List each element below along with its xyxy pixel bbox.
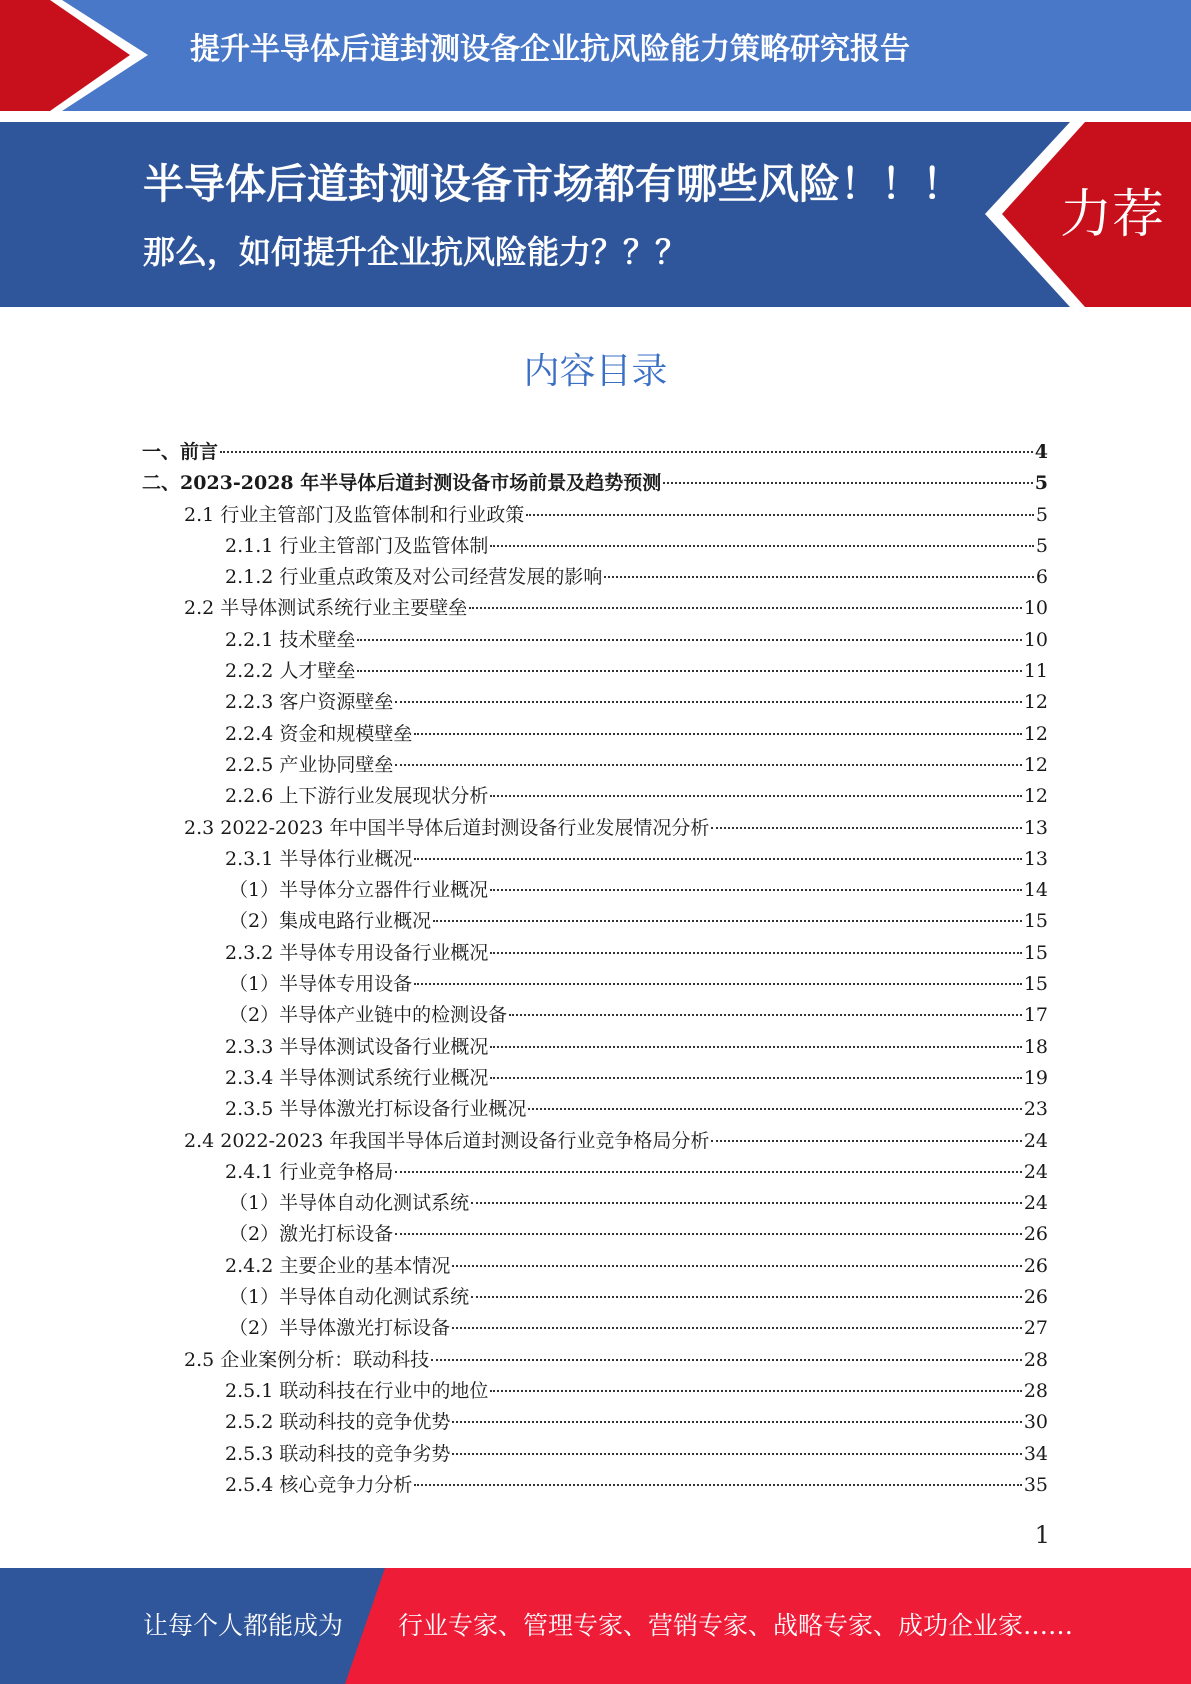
toc-entry-title: （2）半导体产业链中的检测设备 bbox=[229, 1004, 508, 1027]
toc-entry-page: 13 bbox=[1023, 816, 1048, 839]
toc-heading: 内容目录 bbox=[523, 351, 668, 392]
toc-dot-leader bbox=[357, 670, 1021, 672]
toc-entry[interactable] bbox=[142, 813, 1048, 844]
hero-banner bbox=[0, 122, 1191, 307]
toc-dot-leader bbox=[509, 1014, 1022, 1016]
page-number: 1 bbox=[1034, 1521, 1050, 1549]
toc-entry-title: 2.2.6 上下游行业发展现状分析 bbox=[225, 785, 489, 808]
toc-entry-title: 2.3.5 半导体激光打标设备行业概况 bbox=[225, 1098, 527, 1121]
toc-list bbox=[142, 437, 1048, 1501]
top-banner bbox=[0, 0, 1191, 111]
toc-dot-leader bbox=[490, 1046, 1021, 1048]
toc-entry-title: 2.5.3 联动科技的竞争劣势 bbox=[225, 1442, 451, 1465]
toc-entry-title: （1）半导体自动化测试系统 bbox=[229, 1192, 470, 1215]
toc-entry-page: 10 bbox=[1023, 597, 1048, 620]
toc-entry-page: 14 bbox=[1023, 879, 1048, 902]
toc-entry-page: 34 bbox=[1023, 1442, 1048, 1465]
hero-subheadline: 那么，如何提升企业抗风险能力？？？ bbox=[143, 233, 688, 271]
toc-entry-title: （2）集成电路行业概况 bbox=[229, 910, 432, 933]
toc-entry-page: 12 bbox=[1023, 722, 1048, 745]
toc-dot-leader bbox=[490, 889, 1022, 891]
toc-entry[interactable] bbox=[142, 1282, 1048, 1313]
toc-dot-leader bbox=[452, 1327, 1022, 1329]
toc-entry-title: 2.2 半导体测试系统行业主要壁垒 bbox=[184, 597, 468, 620]
toc-entry[interactable] bbox=[142, 1032, 1048, 1063]
toc-entry-page: 23 bbox=[1023, 1098, 1048, 1121]
recommend-badge: 力荐 bbox=[1060, 185, 1165, 245]
toc-entry-page: 12 bbox=[1023, 785, 1048, 808]
toc-entry[interactable] bbox=[142, 1251, 1048, 1282]
toc-entry-title: 2.2.1 技术壁垒 bbox=[225, 628, 356, 651]
toc-entry-page: 12 bbox=[1023, 691, 1048, 714]
toc-dot-leader bbox=[414, 858, 1021, 860]
toc-entry-page: 30 bbox=[1023, 1411, 1048, 1434]
toc-entry-title: 2.3.1 半导体行业概况 bbox=[225, 847, 413, 870]
toc-dot-leader bbox=[471, 1202, 1022, 1204]
toc-dot-leader bbox=[395, 1171, 1021, 1173]
toc-entry-page: 27 bbox=[1023, 1317, 1048, 1340]
recommend-chevron bbox=[0, 122, 1191, 307]
toc-entry-page: 4 bbox=[1034, 441, 1048, 463]
toc-entry-title: 2.3 2022-2023 年中国半导体后道封测设备行业发展情况分析 bbox=[184, 816, 710, 839]
toc-entry-page: 13 bbox=[1023, 847, 1048, 870]
toc-dot-leader bbox=[452, 1265, 1021, 1267]
toc-entry-title: （1）半导体专用设备 bbox=[229, 973, 413, 996]
toc-entry[interactable] bbox=[142, 875, 1048, 906]
toc-entry[interactable] bbox=[142, 1157, 1048, 1188]
toc-dot-leader bbox=[469, 607, 1022, 609]
toc-entry[interactable] bbox=[142, 687, 1048, 718]
toc-entry[interactable] bbox=[142, 593, 1048, 624]
toc-entry-page: 26 bbox=[1023, 1223, 1048, 1246]
toc-entry-page: 18 bbox=[1023, 1035, 1048, 1058]
toc-entry[interactable] bbox=[142, 1188, 1048, 1219]
toc-entry-page: 28 bbox=[1023, 1379, 1048, 1402]
toc-dot-leader bbox=[395, 701, 1021, 703]
toc-dot-leader bbox=[452, 1453, 1021, 1455]
toc-entry-page: 10 bbox=[1023, 628, 1048, 651]
toc-dot-leader bbox=[452, 1421, 1021, 1423]
toc-entry-page: 26 bbox=[1023, 1286, 1048, 1309]
toc-entry-title: 2.4.1 行业竞争格局 bbox=[225, 1160, 394, 1183]
toc-dot-leader bbox=[711, 827, 1021, 829]
toc-entry-title: 2.5.2 联动科技的竞争优势 bbox=[225, 1411, 451, 1434]
toc-entry-title: （2）激光打标设备 bbox=[229, 1223, 394, 1246]
toc-entry[interactable] bbox=[142, 719, 1048, 750]
toc-entry-page: 15 bbox=[1023, 941, 1048, 964]
toc-entry-page: 35 bbox=[1023, 1473, 1048, 1496]
toc-dot-leader bbox=[663, 482, 1033, 484]
toc-entry-title: 2.3.2 半导体专用设备行业概况 bbox=[225, 941, 489, 964]
toc-entry-page: 19 bbox=[1023, 1066, 1048, 1089]
toc-entry-title: 2.3.4 半导体测试系统行业概况 bbox=[225, 1066, 489, 1089]
toc-entry[interactable] bbox=[142, 562, 1048, 593]
toc-entry[interactable] bbox=[142, 500, 1048, 531]
toc-dot-leader bbox=[528, 1108, 1021, 1110]
toc-entry-title: 2.4 2022-2023 年我国半导体后道封测设备行业竞争格局分析 bbox=[184, 1129, 710, 1152]
toc-entry-page: 24 bbox=[1023, 1192, 1048, 1215]
toc-entry-page: 24 bbox=[1023, 1129, 1048, 1152]
toc-entry-title: 一、前言 bbox=[142, 441, 219, 463]
toc-entry[interactable] bbox=[142, 969, 1048, 1000]
toc-dot-leader bbox=[395, 764, 1021, 766]
toc-entry[interactable] bbox=[142, 1219, 1048, 1250]
toc-dot-leader bbox=[431, 1359, 1022, 1361]
toc-dot-leader bbox=[490, 1077, 1021, 1079]
toc-entry[interactable] bbox=[142, 531, 1048, 562]
toc-entry-page: 15 bbox=[1023, 910, 1048, 933]
toc-entry[interactable] bbox=[142, 750, 1048, 781]
toc-entry[interactable] bbox=[142, 468, 1048, 499]
toc-dot-leader bbox=[490, 545, 1034, 547]
toc-entry-title: 2.1.2 行业重点政策及对公司经营发展的影响 bbox=[225, 566, 603, 589]
toc-entry-title: 2.2.4 资金和规模壁垒 bbox=[225, 722, 413, 745]
toc-entry[interactable] bbox=[142, 625, 1048, 656]
footer bbox=[0, 1568, 1191, 1684]
toc-entry-title: 2.3.3 半导体测试设备行业概况 bbox=[225, 1035, 489, 1058]
toc-entry-title: （1）半导体分立器件行业概况 bbox=[229, 879, 489, 902]
toc-entry-title: （1）半导体自动化测试系统 bbox=[229, 1286, 470, 1309]
toc-entry-title: 2.4.2 主要企业的基本情况 bbox=[225, 1254, 451, 1277]
toc-entry[interactable] bbox=[142, 1439, 1048, 1470]
footer-slogan: 让每个人都能成为 bbox=[143, 1611, 344, 1640]
toc-dot-leader bbox=[414, 733, 1021, 735]
toc-entry-title: 2.2.2 人才壁垒 bbox=[225, 660, 356, 683]
toc-entry-page: 5 bbox=[1034, 472, 1048, 495]
toc-dot-leader bbox=[357, 639, 1021, 641]
toc-entry-page: 5 bbox=[1035, 534, 1048, 557]
toc-entry-page: 26 bbox=[1023, 1254, 1048, 1277]
toc-entry-page: 17 bbox=[1023, 1004, 1048, 1027]
toc-entry[interactable] bbox=[142, 1094, 1048, 1125]
toc-entry-title: 二、2023-2028 年半导体后道封测设备市场前景及趋势预测 bbox=[142, 472, 662, 495]
toc-entry[interactable] bbox=[142, 1376, 1048, 1407]
hero-headline: 半导体后道封测设备市场都有哪些风险！！！ bbox=[143, 160, 963, 208]
toc-entry-title: 2.1.1 行业主管部门及监管体制 bbox=[225, 534, 489, 557]
toc-dot-leader bbox=[711, 1140, 1021, 1142]
toc-entry-title: 2.1 行业主管部门及监管体制和行业政策 bbox=[184, 503, 525, 526]
toc-entry[interactable] bbox=[142, 1470, 1048, 1501]
toc-entry-page: 24 bbox=[1023, 1160, 1048, 1183]
toc-entry[interactable] bbox=[142, 844, 1048, 875]
toc-entry-title: 2.2.5 产业协同壁垒 bbox=[225, 753, 394, 776]
toc-dot-leader bbox=[471, 1296, 1022, 1298]
toc-entry[interactable] bbox=[142, 1345, 1048, 1376]
toc-dot-leader bbox=[526, 514, 1034, 516]
toc-entry-title: （2）半导体激光打标设备 bbox=[229, 1317, 451, 1340]
toc-entry[interactable] bbox=[142, 906, 1048, 937]
toc-entry-page: 15 bbox=[1023, 973, 1048, 996]
toc-dot-leader bbox=[220, 451, 1033, 453]
toc-entry[interactable] bbox=[142, 781, 1048, 812]
toc-entry-title: 2.2.3 客户资源壁垒 bbox=[225, 691, 394, 714]
toc-dot-leader bbox=[490, 1390, 1021, 1392]
toc-entry-title: 2.5 企业案例分析：联动科技 bbox=[184, 1348, 430, 1371]
toc-entry-page: 6 bbox=[1035, 566, 1048, 589]
toc-dot-leader bbox=[414, 1484, 1021, 1486]
toc-entry[interactable] bbox=[142, 1313, 1048, 1344]
toc-entry-title: 2.5.4 核心竞争力分析 bbox=[225, 1473, 413, 1496]
toc-entry[interactable] bbox=[142, 1407, 1048, 1438]
toc-entry-page: 11 bbox=[1023, 660, 1048, 683]
toc-entry[interactable] bbox=[142, 1063, 1048, 1094]
toc-entry-page: 28 bbox=[1023, 1348, 1048, 1371]
toc-dot-leader bbox=[490, 795, 1021, 797]
toc-dot-leader bbox=[414, 983, 1022, 985]
toc-dot-leader bbox=[395, 1233, 1022, 1235]
toc-entry[interactable] bbox=[142, 437, 1048, 468]
toc-entry[interactable] bbox=[142, 938, 1048, 969]
toc-entry-title: 2.5.1 联动科技在行业中的地位 bbox=[225, 1379, 489, 1402]
toc-entry-page: 5 bbox=[1035, 503, 1048, 526]
toc-entry-page: 12 bbox=[1023, 753, 1048, 776]
toc-dot-leader bbox=[433, 920, 1022, 922]
footer-roles: 行业专家、管理专家、营销专家、战略专家、成功企业家…… bbox=[398, 1611, 1074, 1640]
toc-entry[interactable] bbox=[142, 656, 1048, 687]
report-title: 提升半导体后道封测设备企业抗风险能力策略研究报告 bbox=[190, 32, 910, 67]
toc-dot-leader bbox=[490, 952, 1021, 954]
toc-dot-leader bbox=[604, 576, 1034, 578]
toc-entry[interactable] bbox=[142, 1126, 1048, 1157]
toc-entry[interactable] bbox=[142, 1000, 1048, 1031]
